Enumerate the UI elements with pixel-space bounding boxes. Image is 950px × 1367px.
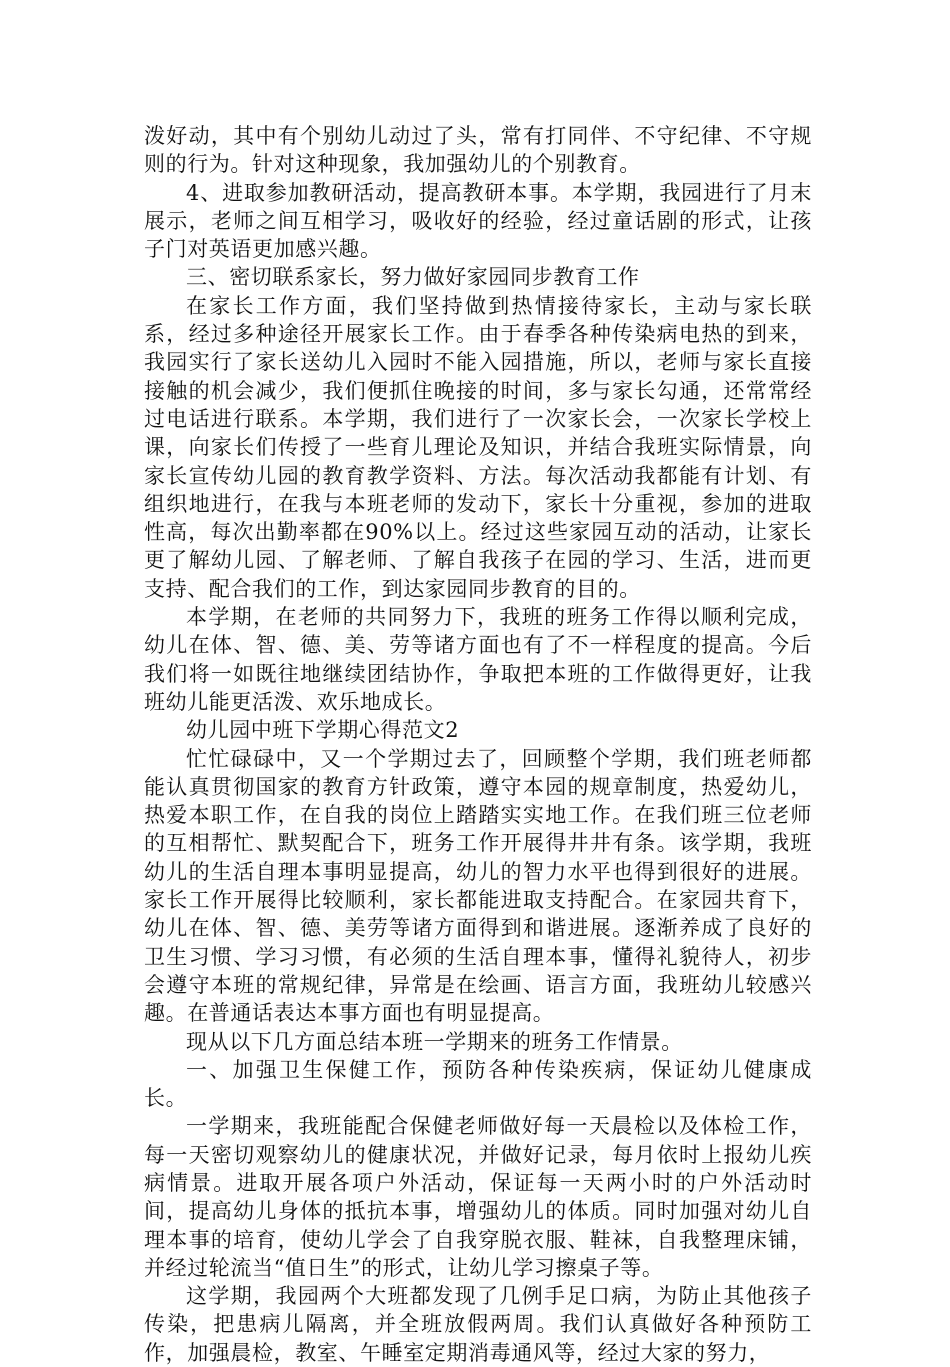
section-heading-health-care: 一、加强卫生保健工作，预防各种传染疾病，保证幼儿健康成长。 — [144, 1057, 812, 1111]
paragraph-continued-text: 泼好动，其中有个别幼儿动过了头，常有打同伴、不守纪律、不守规则的行为。针对这种现象，我加强幼儿的个别教育。 — [144, 124, 812, 177]
paragraph-health-checks: 一学期来，我班能配合保健老师做好每一天晨检以及体检工作，每一天密切观察幼儿的健康状况，并做好记录，每月依时上报幼儿疾病情景。进取开展各项户外活动，保证每一天两小时的户外活动时间，提高幼儿身体的抵抗本事，增强幼儿的体质。同时加强对幼儿自理本事的培育，使幼儿学会了自我穿脱衣服、鞋袜，自我整理床铺，并经过轮流当“值日生”的形式，让幼儿学习擦桌子等。 — [144, 1114, 812, 1280]
paragraph-parent-work: 在家长工作方面，我们坚持做到热情接待家长，主动与家长联系，经过多种途径开展家长工作。由于春季各种传染病电热的到来，我园实行了家长送幼儿入园时不能入园措施，所以，老师与家长直接接触的机会减少，我们便抓住晚接的时间，多与家长勾通，还常常经过电话进行联系。本学期，我们进行了一次家长会，一次家长学校上课，向家长们传授了一些育儿理论及知识，并结合我班实际情景，向家长宣传幼儿园的教育教学资料、方法。每次活动我都能有计划、有组织地进行，在我与本班老师的发动下，家长十分重视，参加的进取性高，每次出勤率都在90%以上。经过这些家园互动的活动，让家长更了解幼儿园、了解老师、了解自我孩子在园的学习、生活，进而更支持、配合我们的工作，到达家园同步教育的目的。 — [144, 293, 812, 601]
paragraph-teaching-research: 4、进取参加教研活动，提高教研本事。本学期，我园进行了月末展示，老师之间互相学习，吸收好的经验，经过童话剧的形式，让孩子门对英语更加感兴趣。 — [144, 180, 812, 262]
section-heading-parent-contact: 三、密切联系家长，努力做好家园同步教育工作 — [186, 265, 640, 290]
paragraph-semester-review: 忙忙碌碌中，又一个学期过去了，回顾整个学期，我们班老师都能认真贯彻国家的教育方针政策，遵守本园的规章制度，热爱幼儿，热爱本职工作，在自我的岗位上踏踏实实地工作。在我们班三位老师的互相帮忙、默契配合下，班务工作开展得井井有条。该学期，我班幼儿的生活自理本事明显提高，幼儿的智力水平也得到很好的进展。家长工作开展得比较顺利，家长都能进取支持配合。在家园共育下，幼儿在体、智、德、美劳等诸方面得到和谐进展。逐渐养成了良好的卫生习惯、学习习惯，有必须的生活自理本事，懂得礼貌待人，初步会遵守本班的常规纪律，异常是在绘画、语言方面，我班幼儿较感兴趣。在普通话表达本事方面也有明显提高。 — [144, 746, 812, 1026]
paragraph-disease-prevention: 这学期，我园两个大班都发现了几例手足口病，为防止其他孩子传染，把患病儿隔离，并全班放假两周。我们认真做好各种预防工作，加强晨检，教室、午睡室定期消毒通风等，经过大家的努力， — [144, 1284, 812, 1365]
article-title-sample-2: 幼儿园中班下学期心得范文2 — [186, 718, 460, 743]
paragraph-summary-intro: 现从以下几方面总结本班一学期来的班务工作情景。 — [186, 1029, 683, 1054]
paragraph-semester-summary: 本学期，在老师的共同努力下，我班的班务工作得以顺利完成，幼儿在体、智、德、美、劳等诸方面也有了不一样程度的提高。今后我们将一如既往地继续团结协作，争取把本班的工作做得更好，让我班幼儿能更活泼、欢乐地成长。 — [144, 605, 812, 714]
document-body — [144, 122, 812, 1367]
